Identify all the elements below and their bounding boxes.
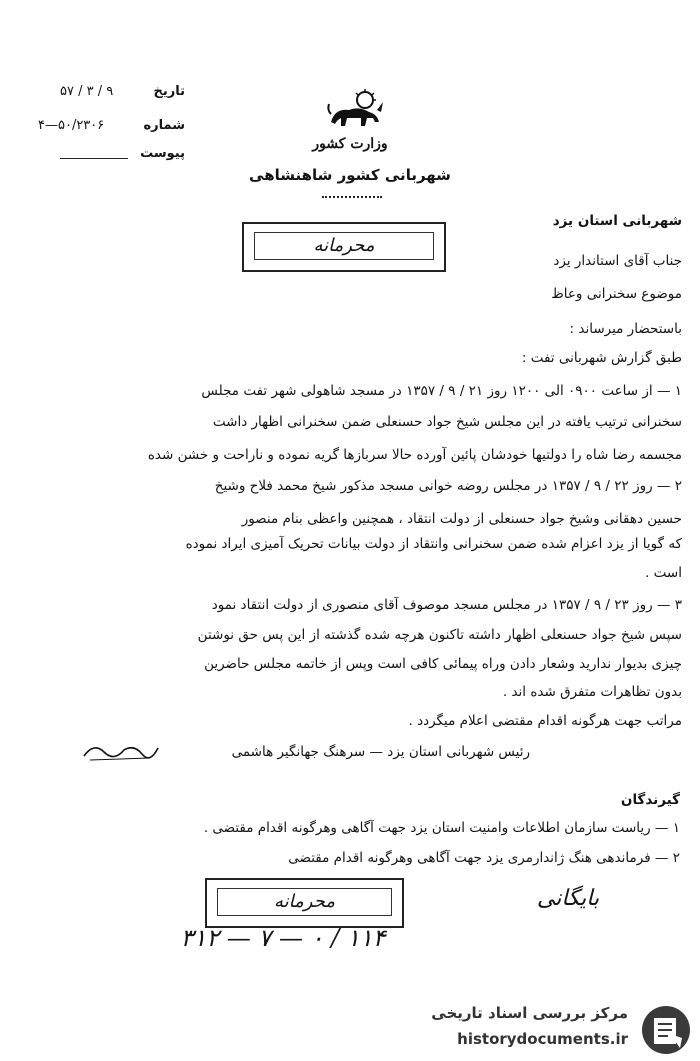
body-line-4: ۲ — روز ۲۲ / ۹ / ۱۳۵۷ در مجلس روضه خوانی مسجد مذکور شیخ محمد فلاح وشیخ	[214, 478, 682, 494]
address-line-5: طبق گزارش شهربانی تفت :	[521, 350, 682, 366]
body-line-12: مراتب جهت هرگونه اقدام مقتضی اعلام میگردد .	[408, 713, 682, 729]
body-line-1: ۱ — از ساعت ۰۹۰۰ الی ۱۲۰۰ روز ۲۱ / ۹ / ۱۳۵۷ در مسجد شاهولی شهر تفت مجلس	[201, 383, 682, 399]
address-line-2: جناب آقای استاندار یزد	[553, 253, 682, 269]
recipient-1: ۱ — ریاست سازمان اطلاعات وامنیت استان یزد جهت آگاهی وهرگونه اقدام مقتضی .	[203, 820, 680, 836]
watermark	[408, 1000, 698, 1058]
number-value: ۵۰/۲۳۰۶—۴	[38, 118, 105, 133]
watermark-title: مرکز بررسی اسناد تاریخی	[431, 1004, 628, 1022]
confidential-stamp-top	[242, 222, 446, 272]
date-row	[60, 84, 185, 99]
recipient-2: ۲ — فرماندهی هنگ ژاندارمری یزد جهت آگاهی وهرگونه اقدام مقتضی	[288, 850, 680, 866]
handwritten-note: بایگانی	[536, 886, 600, 911]
attachment-label: پیوست	[140, 146, 185, 161]
recipients-title: گیرندگان	[620, 792, 680, 808]
body-line-11: بدون تظاهرات متفرق شده اند .	[502, 684, 682, 700]
body-line-9: سپس شیخ جواد حسنعلی اظهار داشته تاکنون هرچه شده گذشته از این پس حق نوشتن	[197, 627, 682, 643]
confidential-stamp-bottom	[205, 878, 404, 928]
signature-line: رئیس شهربانی استان یزد — سرهنگ جهانگیر هاشمی	[231, 744, 530, 760]
body-line-6: که گویا از یزد اعزام شده ضمن سخنرانی وانتقاد از دولت بیانات تحریک آمیزی ایراد نموده	[185, 536, 682, 552]
address-line-3: موضوع سخنرانی وعاظ	[551, 286, 682, 302]
address-line-1: شهربانی استان یزد	[552, 213, 682, 229]
ministry-title: وزارت کشور	[312, 136, 388, 152]
archive-logo-icon	[640, 1004, 692, 1056]
date-label: تاریخ	[153, 84, 185, 99]
lion-sun-emblem-icon	[325, 88, 385, 130]
header-divider	[322, 196, 382, 198]
address-line-4: باستحضار میرساند :	[569, 321, 682, 337]
body-line-7: است .	[645, 565, 682, 581]
number-label: شماره	[143, 118, 185, 133]
date-value: ۹ / ۳ / ۵۷	[60, 84, 114, 99]
watermark-url: historydocuments.ir	[457, 1030, 628, 1048]
stamp-top-text: محرمانه	[254, 232, 434, 260]
attachment-row	[60, 146, 185, 161]
body-line-3: مجسمه رضا شاه را دولتیها خودشان پائین آورده حالا سربازها گریه نموده و ناراحت و خشن شده	[147, 447, 682, 463]
handwritten-registry-number: ۳۱۲ — ۷ — ۰ / ۱۱۴	[180, 924, 386, 952]
body-line-10: چیزی بدیوار ندارید وشعار دادن وراه پیمائی کافی است وپس از خاتمه مجلس حاضرین	[204, 656, 682, 672]
body-line-8: ۳ — روز ۲۳ / ۹ / ۱۳۵۷ در مجلس مسجد موصوف آقای منصوری از دولت انتقاد نمود	[211, 597, 682, 613]
department-title: شهربانی کشور شاهنشاهی	[249, 166, 451, 184]
number-row	[38, 118, 185, 133]
signature-scribble-icon	[80, 738, 160, 764]
stamp-bottom-text: محرمانه	[217, 888, 392, 916]
body-line-2: سخنرانی ترتیب یافته در این مجلس شیخ جواد حسنعلی ضمن سخنرانی اظهار داشت	[212, 414, 682, 430]
body-line-5: حسین دهقانی وشیخ جواد حسنعلی از دولت انتقاد ، همچنین واعظی بنام منصور	[241, 511, 682, 527]
